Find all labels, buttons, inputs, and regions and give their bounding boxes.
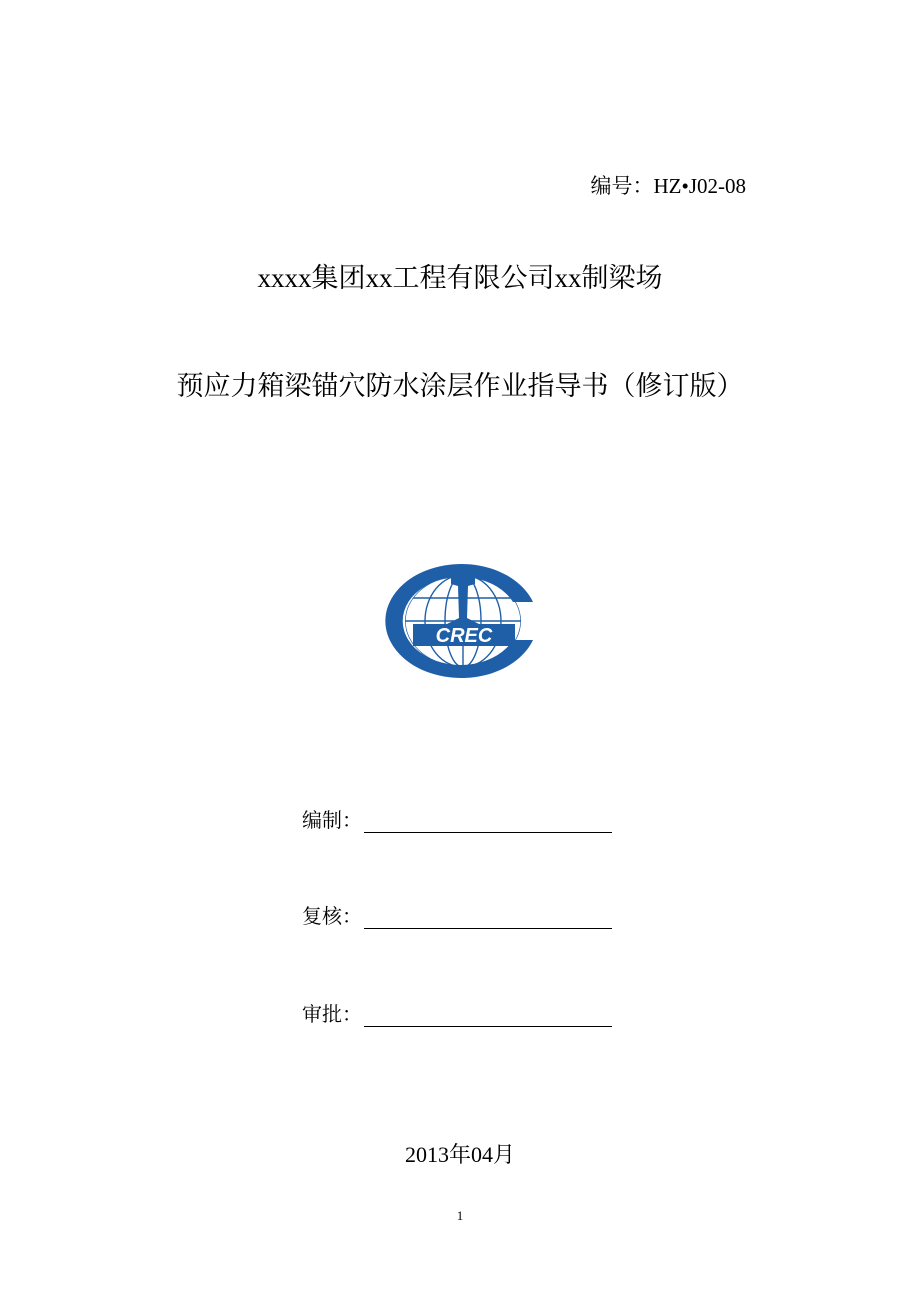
- signature-label: 编制：: [302, 810, 362, 832]
- document-title: 预应力箱梁锚穴防水涂层作业指导书（修订版）: [176, 371, 744, 401]
- signature-label: 审批：: [302, 1004, 362, 1026]
- company-name: xxxx集团xx工程有限公司xx制梁场: [257, 263, 663, 293]
- document-date: 2013年04月: [404, 1142, 515, 1167]
- signature-row-reviewed: [302, 900, 612, 929]
- signature-label: 复核：: [302, 906, 362, 928]
- signature-line: [364, 812, 612, 833]
- creg-logo: [383, 562, 543, 680]
- page-number: 1: [456, 1208, 464, 1223]
- creg-logo-icon: [383, 562, 543, 680]
- logo-text: CREC: [435, 625, 493, 647]
- signature-line: [364, 908, 612, 929]
- signature-row-compiled: [302, 804, 612, 833]
- signature-line: [364, 1006, 612, 1027]
- signature-row-approved: [302, 998, 612, 1027]
- document-number: 编号：HZ•J02-08: [590, 174, 746, 198]
